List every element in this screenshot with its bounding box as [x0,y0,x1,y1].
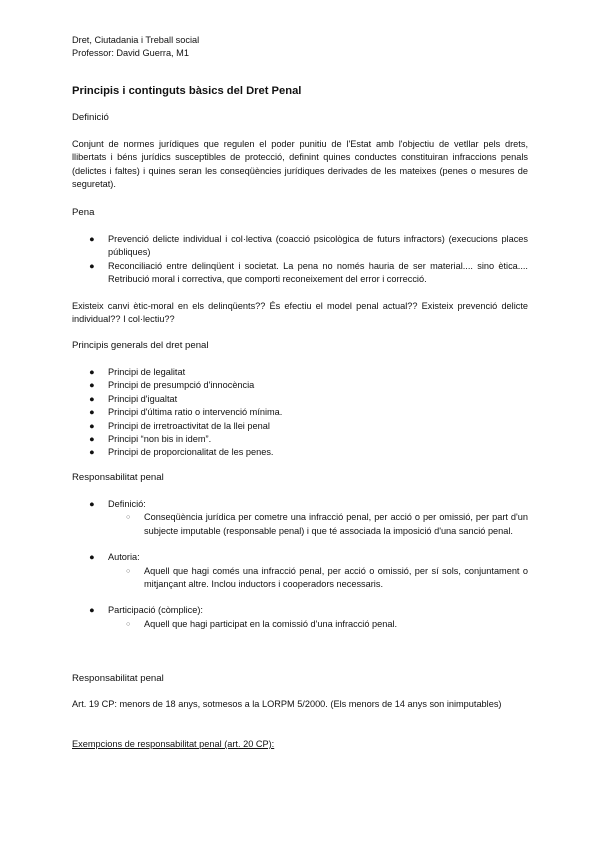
responsabilitat2-heading: Responsabilitat penal [72,673,164,684]
pena-heading: Pena [72,207,95,218]
sub-item-text: Aquell que hagi participat en la comissió d'una infracció penal. [144,618,398,629]
list-item [72,420,528,433]
definicio-heading: Definició [72,112,109,123]
circle-bullet-icon: ○ [126,514,131,522]
circle-bullet-icon: ○ [126,567,131,575]
bullet-icon: ● [89,434,95,445]
list-item [72,498,528,511]
list-item-text: Reconciliació entre delinqüent i societat. La pena no només hauria de ser material.... sino ètica.... Retribució moral i correctiva, que comporti reconeixement del error i correcció. [108,260,528,285]
list-item-text: Principi de proporcionalitat de les penes. [108,447,274,458]
bullet-icon: ● [89,260,95,271]
document-header [72,34,528,61]
list-item-text: Principi “non bis in idem”. [108,434,212,445]
exempcions-heading: Exempcions de responsabilitat penal (art. 20 CP): [72,739,275,749]
list-item [72,406,528,419]
bullet-icon: ● [89,420,95,431]
list-item-text: Principi de presumpció d'innocència [108,380,255,391]
list-item-text: Principi d'igualtat [108,393,178,404]
bullet-icon: ● [89,367,95,377]
course-name: Dret, Ciutadania i Treball social [72,35,200,45]
list-item [72,604,528,617]
list-item-text: Autoria: [108,552,140,563]
professor-name: Professor: David Guerra, M1 [72,48,189,59]
sub-item-text: Aquell que hagi comés una infracció penal, per acció o omissió, per sí sols, conjuntament o mitjançant altre. Inclou inductors i cooperadors necessaris. [144,565,528,590]
pena-question: Existeix canvi ètic-moral en els delinqüents?? És efectiu el model penal actual?? Existeix prevenció delicte individual?? I col·lectiu?? [72,301,528,325]
principis-heading: Principis generals del dret penal [72,340,209,351]
bullet-icon: ● [89,393,95,404]
article-19-text: Art. 19 CP: menors de 18 anys, sotmesos a la LORPM 5/2000. (Els menors de 14 anys son inimputables) [72,699,502,709]
circle-bullet-icon: ○ [126,620,131,628]
list-item [72,433,528,446]
list-item [72,446,528,459]
list-item [72,233,528,260]
bullet-icon: ● [89,380,95,391]
definicio-text: Conjunt de normes jurídiques que regulen el poder punitiu de l'Estat amb l'objectiu de vetllar pels drets, llibertats i béns jurídics susceptibles de protecció, definint quines conductes constituiran infraccions penals (delictes i faltes) i quines seran les conseqüències jurídiques derivades de les mateixes (penes o mesures de seguretat). [72,139,528,190]
sub-item-text: Conseqüència jurídica per cometre una infracció penal, per acció o per omissió, per part d'un subjecte imputable (responsable penal) i que té associada la imposició d'una sanció penal. [144,512,528,536]
list-item [72,260,528,287]
bullet-icon: ● [89,407,95,418]
bullet-icon: ● [89,234,95,244]
list-item [72,393,528,406]
sub-list-item [72,618,528,631]
bullet-icon: ● [89,605,95,616]
bullet-icon: ● [89,552,95,563]
bullet-icon: ● [89,499,95,509]
bullet-icon: ● [89,447,95,458]
list-item [72,379,528,392]
list-item-text: Principi d'última ratio o intervenció mínima. [108,407,283,418]
list-item-text: Principi de irretroactivitat de la llei penal [108,420,270,431]
list-item-text: Definició: [108,499,146,509]
list-item [72,366,528,379]
responsabilitat-list [72,498,528,631]
sub-list-item [72,565,528,592]
list-item-text: Participació (còmplice): [108,605,203,616]
pena-list [72,233,528,287]
list-item-text: Principi de legalitat [108,367,186,377]
sub-list-item [72,511,528,538]
page-title: Principis i continguts bàsics del Dret Penal [72,85,302,97]
principis-list [72,366,528,460]
responsabilitat-heading: Responsabilitat penal [72,472,164,483]
list-item-text: Prevenció delicte individual i col·lectiva (coacció psicològica de futurs infractors) (execucions places públiques) [108,234,528,258]
list-item [72,551,528,564]
